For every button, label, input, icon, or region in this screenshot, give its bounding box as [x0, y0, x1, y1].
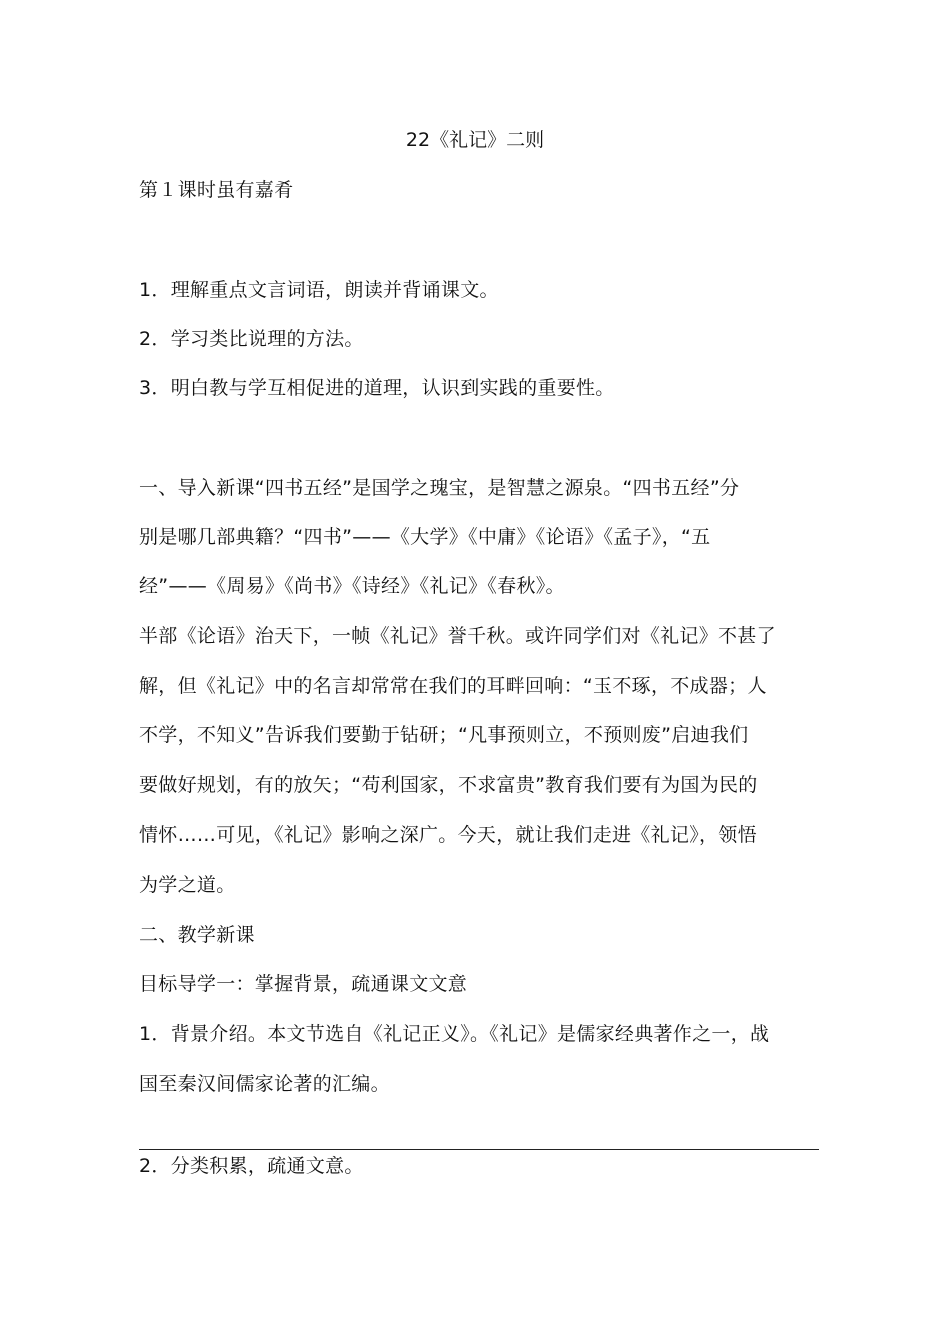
intro-line: 一、导入新课“四书五经”是国学之瑰宝，是智慧之源泉。“四书五经”分	[139, 477, 740, 499]
objective-item: 2．学习类比说理的方法。	[139, 328, 364, 350]
objective-item: 3．明白教与学互相促进的道理，认识到实践的重要性。	[139, 377, 615, 399]
step-heading: 2．分类积累，疏通文意。	[139, 1155, 364, 1177]
paragraph-line: 要做好规划，有的放矢；“苟利国家，不求富贵”教育我们要有为国为民的	[139, 774, 758, 796]
intro-line: 经”——《周易》《尚书》《诗经》《礼记》《春秋》。	[139, 575, 565, 597]
goal-heading: 目标导学一：掌握背景，疏通课文文意	[139, 973, 468, 995]
background-line: 国至秦汉间儒家论著的汇编。	[139, 1073, 390, 1095]
objective-item: 1．理解重点文言词语，朗读并背诵课文。	[139, 279, 499, 301]
section-heading: 二、教学新课	[139, 924, 255, 946]
paragraph-line: 解，但《礼记》中的名言却常常在我们的耳畔回响：“玉不琢，不成器；人	[139, 675, 767, 697]
paragraph-line: 不学，不知义”告诉我们要勤于钻研；“凡事预则立，不预则废”启迪我们	[139, 724, 749, 746]
lesson-subtitle: 第１课时虽有嘉肴	[139, 179, 294, 201]
background-line: 1．背景介绍。本文节选自《礼记正义》。《礼记》是儒家经典著作之一，战	[139, 1023, 770, 1045]
horizontal-divider	[139, 1149, 819, 1150]
intro-line: 别是哪几部典籍？“四书”——《大学》《中庸》《论语》《孟子》，“五	[139, 526, 711, 548]
paragraph-line: 情怀……可见，《礼记》影响之深广。今天，就让我们走进《礼记》，领悟	[139, 824, 757, 846]
paragraph-line: 半部《论语》治天下，一帧《礼记》誉千秋。或许同学们对《礼记》不甚了	[139, 625, 776, 647]
paragraph-line: 为学之道。	[139, 874, 236, 896]
document-title: 22《礼记》二则	[405, 129, 545, 151]
